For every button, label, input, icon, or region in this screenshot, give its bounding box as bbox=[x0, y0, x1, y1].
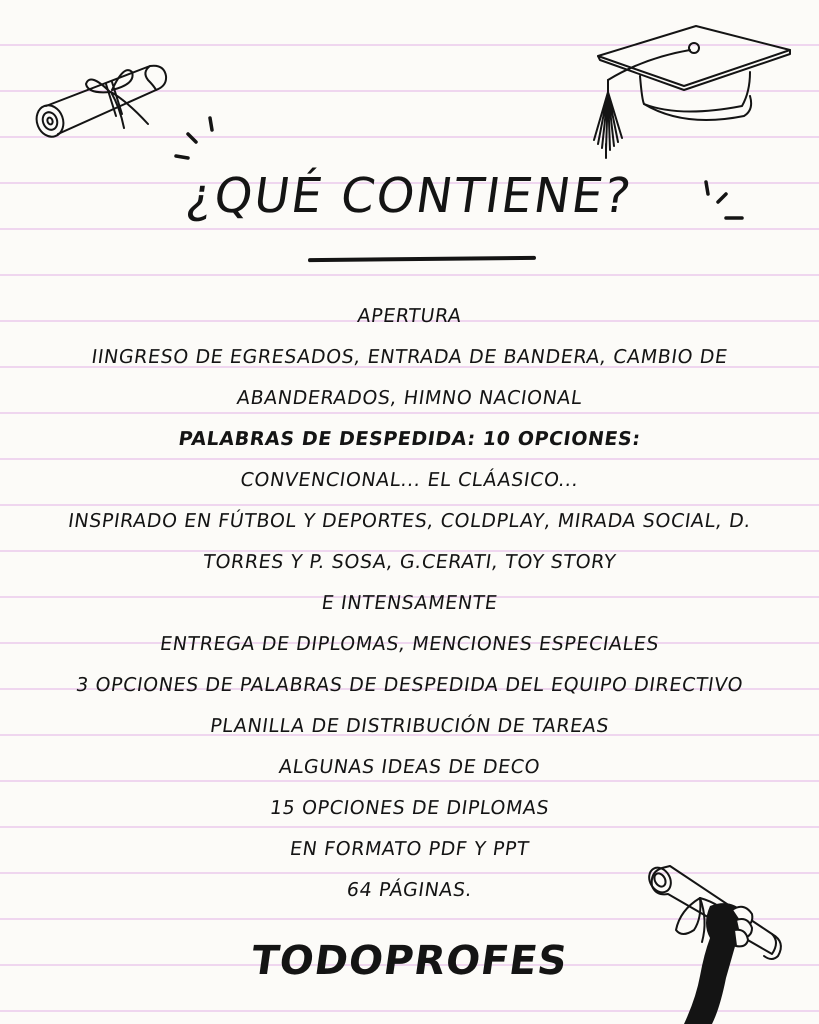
page-title: ¿QUÉ CONTIENE? bbox=[183, 168, 636, 224]
list-item-highlight: PALABRAS DE DESPEDIDA: 10 OPCIONES: bbox=[177, 428, 643, 450]
list-item: ALGUNAS IDEAS DE DECO bbox=[277, 756, 542, 778]
list-item: E INTENSAMENTE bbox=[320, 592, 499, 614]
list-item: 64 PÁGINAS. bbox=[345, 879, 474, 901]
list-item: INSPIRADO EN FÚTBOL Y DEPORTES, COLDPLAY, MIRADA SOCIAL, D. bbox=[66, 510, 753, 532]
list-item: CONVENCIONAL... EL CLÁASICO... bbox=[238, 469, 581, 491]
diploma-scroll-icon bbox=[28, 58, 173, 148]
title-underline bbox=[308, 256, 536, 262]
sparkle-left-icon bbox=[170, 112, 230, 172]
list-item: TORRES Y P. SOSA, G.CERATI, TOY STORY bbox=[201, 551, 618, 573]
list-item: ENTREGA DE DIPLOMAS, MENCIONES ESPECIALES bbox=[158, 633, 661, 655]
list-item: PLANILLA DE DISTRIBUCIÓN DE TAREAS bbox=[208, 715, 611, 737]
list-item: APERTURA bbox=[356, 305, 464, 327]
brand-name: TODOPROFES bbox=[248, 938, 571, 984]
list-item: 3 OPCIONES DE PALABRAS DE DESPEDIDA DEL EQUIPO DIRECTIVO bbox=[74, 674, 745, 696]
list-item: EN FORMATO PDF Y PPT bbox=[288, 838, 531, 860]
graduation-cap-icon bbox=[584, 20, 794, 165]
contents-list bbox=[0, 296, 819, 911]
list-item: IINGRESO DE EGRESADOS, ENTRADA DE BANDERA, CAMBIO DE bbox=[90, 346, 730, 368]
list-item: 15 OPCIONES DE DIPLOMAS bbox=[268, 797, 551, 819]
hand-holding-diploma-icon bbox=[640, 858, 790, 1024]
list-item: ABANDERADOS, HIMNO NACIONAL bbox=[235, 387, 584, 409]
